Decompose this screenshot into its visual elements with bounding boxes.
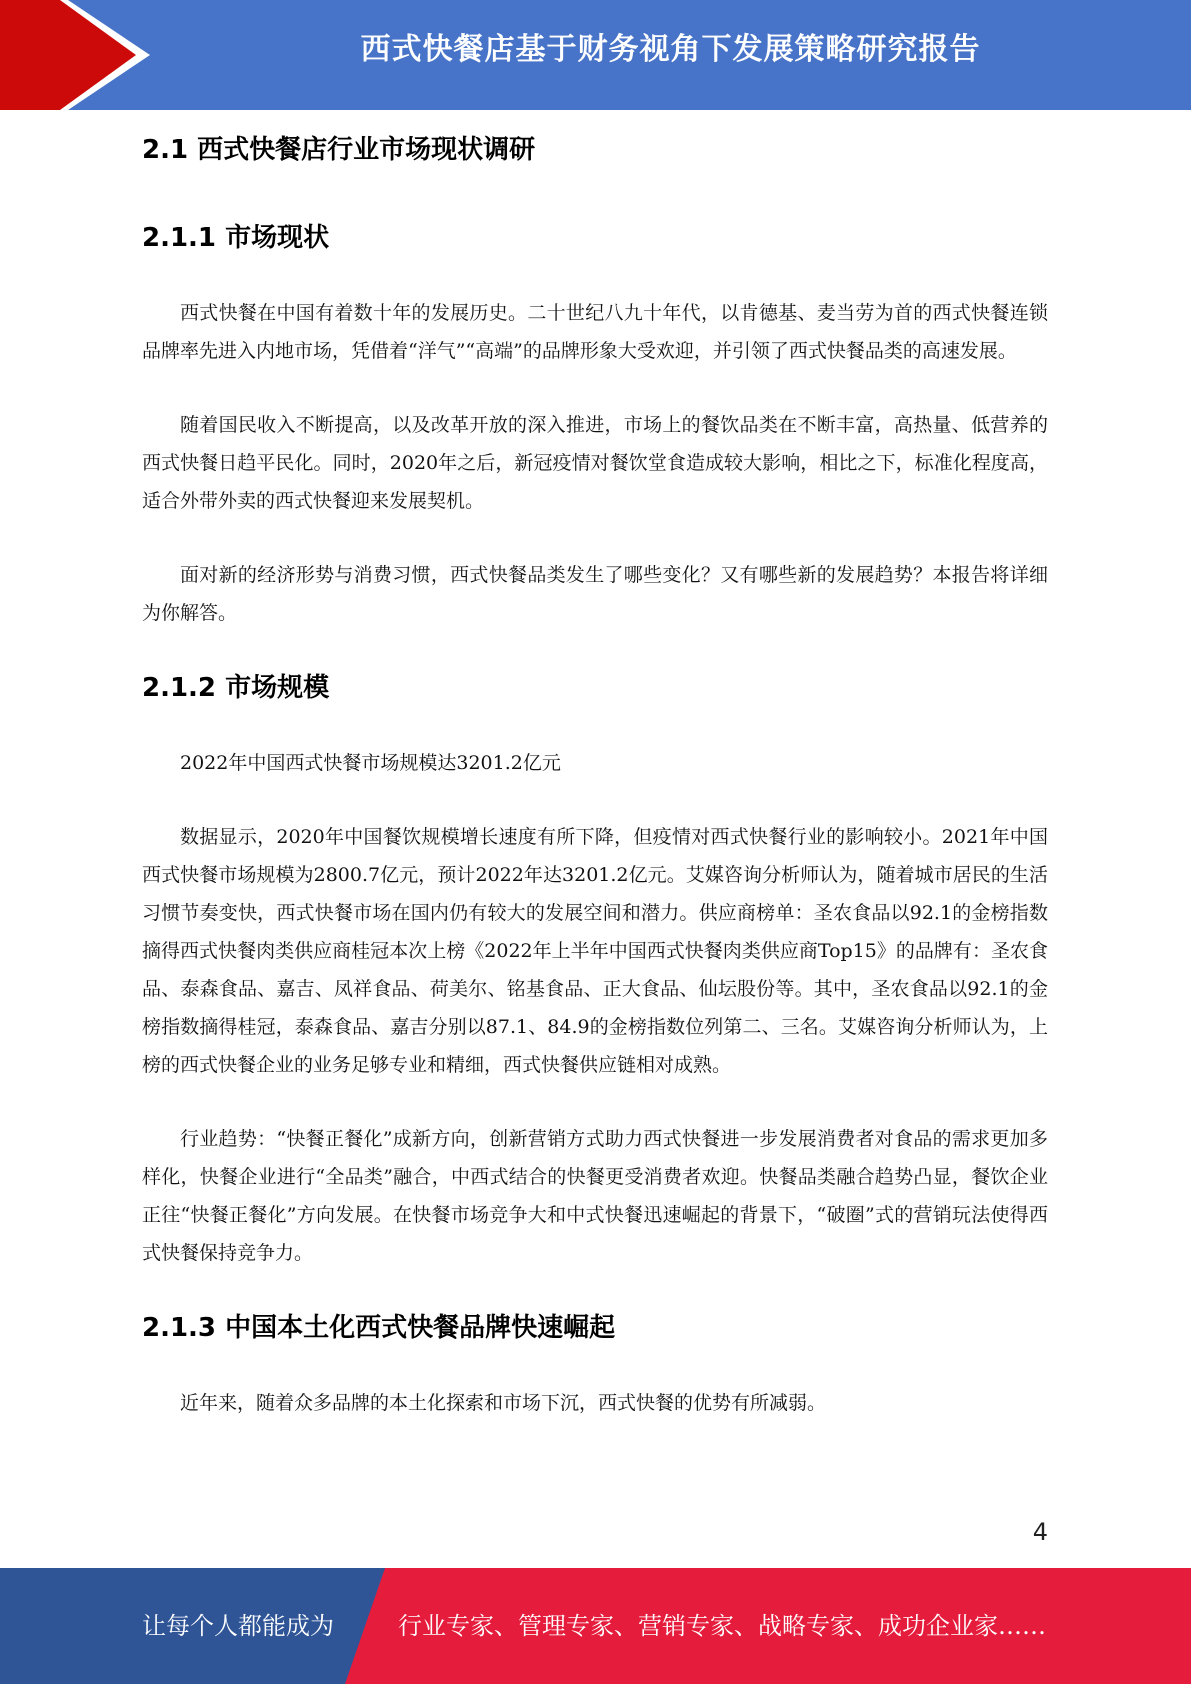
subsection-title-market-size: 2.1.2 市场规模 — [142, 673, 330, 703]
report-title: 西式快餐店基于财务视角下发展策略研究报告 — [360, 32, 981, 67]
paragraph: 数据显示，2020年中国餐饮规模增长速度有所下降，但疫情对西式快餐行业的影响较小。2021年中国西式快餐市场规模为2800.7亿元，预计2022年达3201.2亿元。艾媒咨询分析师认为，随着城市居民的生活习惯节奏变快，西式快餐市场在国内仍有较大的发展空间和潜力。供应商榜单：圣农食品以92.1的金榜指数摘得西式快餐肉类供应商桂冠本次上榜《2022年上半年中国西式快餐肉类供应商Top15》的品牌有：圣农食品、泰森食品、嘉吉、凤祥食品、荷美尔、铭基食品、正大食品、仙坛股份等。其中，圣农食品以92.1的金榜指数摘得桂冠，泰森食品、嘉吉分别以87.1、84.9的金榜指数位列第二、三名。艾媒咨询分析师认为，上榜的西式快餐企业的业务足够专业和精细，西式快餐供应链相对成熟。 — [142, 826, 1048, 1076]
footer-banner — [0, 1568, 1191, 1684]
subsection-title-market-status: 2.1.1 市场现状 — [142, 223, 330, 253]
paragraph: 面对新的经济形势与消费习惯，西式快餐品类发生了哪些变化？又有哪些新的发展趋势？本报告将详细为你解答。 — [142, 564, 1048, 624]
header-banner — [0, 0, 1191, 110]
paragraph: 2022年中国西式快餐市场规模达3201.2亿元 — [180, 752, 561, 774]
paragraph: 行业趋势：“快餐正餐化”成新方向，创新营销方式助力西式快餐进一步发展消费者对食品的需求更加多样化，快餐企业进行“全品类”融合，中西式结合的快餐更受消费者欢迎。快餐品类融合趋势凸显，餐饮企业正往“快餐正餐化”方向发展。在快餐市场竞争大和中式快餐迅速崛起的背景下，“破圈”式的营销玩法使得西式快餐保持竞争力。 — [142, 1128, 1048, 1264]
footer-slogan-left: 让每个人都能成为 — [142, 1612, 334, 1640]
paragraph: 近年来，随着众多品牌的本土化探索和市场下沉，西式快餐的优势有所减弱。 — [180, 1392, 827, 1414]
paragraph: 西式快餐在中国有着数十年的发展历史。二十世纪八九十年代，以肯德基、麦当劳为首的西式快餐连锁品牌率先进入内地市场，凭借着“洋气”“高端”的品牌形象大受欢迎，并引领了西式快餐品类的高速发展。 — [142, 302, 1048, 362]
footer-slogan-right: 行业专家、管理专家、营销专家、战略专家、成功企业家…… — [398, 1612, 1046, 1640]
red-arrow-decoration — [0, 0, 150, 110]
page-number: 4 — [1032, 1518, 1048, 1546]
paragraph: 随着国民收入不断提高，以及改革开放的深入推进，市场上的餐饮品类在不断丰富，高热量、低营养的西式快餐日趋平民化。同时，2020年之后，新冠疫情对餐饮堂食造成较大影响，相比之下，标准化程度高，适合外带外卖的西式快餐迎来发展契机。 — [142, 414, 1048, 512]
section-title: 2.1 西式快餐店行业市场现状调研 — [142, 135, 536, 165]
subsection-title-local-brands: 2.1.3 中国本土化西式快餐品牌快速崛起 — [142, 1313, 616, 1343]
page-content — [142, 130, 1048, 1458]
